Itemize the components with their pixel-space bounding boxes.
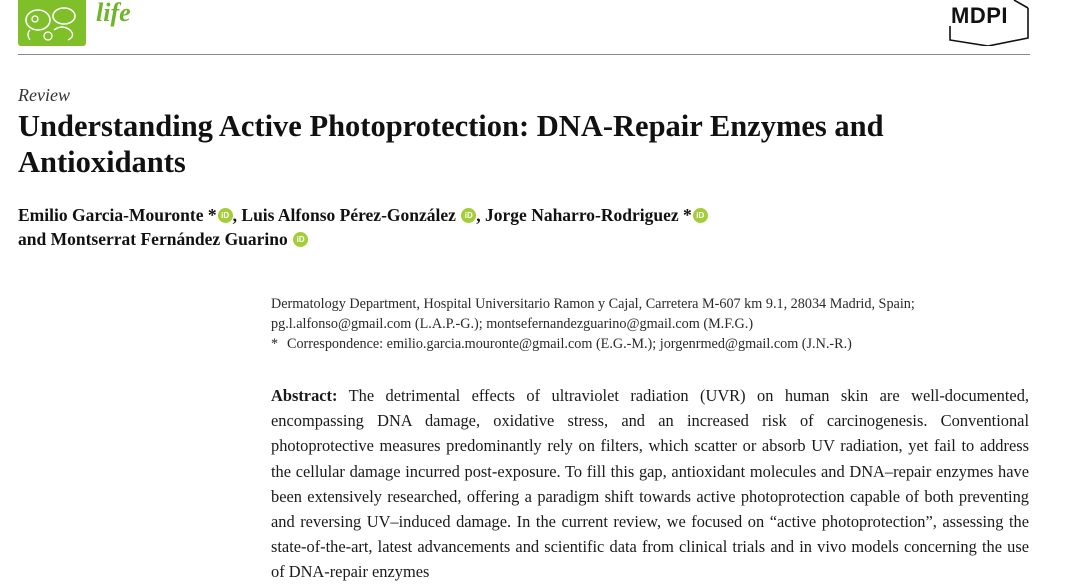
author-separator: and (18, 229, 51, 249)
abstract-text: The detrimental effects of ultraviolet radiation (UVR) on human skin are well-documented, encompassing DNA damage, oxidative stress, and an increased risk of carcinogenesis. Conventional photoprotective measures predominantly rely on filters, which scatter or absorb UV radiation, yet fail to address the cellular damage incurred post-exposure. To fill this gap, antioxidant molecules and DNA–repair enzymes have been extensively researched, offering a paradigm shift towards active photoprotection capable of both preventing and reversing UV–induced damage. In the current review, we focused on “active photoprotection”, assessing the state-of-the-art, latest advancements and scientific data from clinical trials and in vivo models concerning the use of DNA-repair enzymes (271, 386, 1029, 582)
publisher-name: MDPI (951, 3, 1008, 28)
author-separator: , (476, 205, 486, 225)
author-name[interactable]: Montserrat Fernández Guarino (50, 229, 288, 249)
orcid-icon[interactable]: iD (461, 208, 476, 223)
journal-logo (18, 0, 86, 46)
article-title: Understanding Active Photoprotection: DNA-Repair Enzymes and Antioxidants (18, 109, 884, 179)
journal-name: life (96, 0, 131, 27)
header-divider (18, 54, 1030, 55)
orcid-icon[interactable]: iD (218, 208, 233, 223)
abstract (271, 383, 1029, 585)
article-type: Review (18, 85, 70, 105)
correspondence-line (271, 334, 1041, 354)
abstract-label: Abstract: (271, 386, 338, 405)
author-separator: , (232, 205, 242, 225)
author-line-1 (18, 203, 1028, 227)
cell-icon (18, 0, 86, 46)
affiliation-block (271, 294, 1041, 354)
author-name[interactable]: Luis Alfonso Pérez-González (241, 205, 456, 225)
author-name[interactable]: Emilio Garcia-Mouronte * (18, 205, 217, 225)
correspondence-marker: * (271, 336, 279, 352)
orcid-icon[interactable]: iD (693, 208, 708, 223)
author-list (18, 203, 1028, 251)
correspondence-text: Correspondence: emilio.garcia.mouronte@gmail.com (E.G.-M.); jorgenrmed@gmail.com (J.N.-R.) (287, 336, 852, 352)
affiliation-emails: pg.l.alfonso@gmail.com (L.A.P.-G.); montsefernandezguarino@gmail.com (M.F.G.) (271, 316, 754, 332)
orcid-icon[interactable]: iD (293, 232, 308, 247)
author-line-2 (18, 227, 1028, 251)
author-name[interactable]: Jorge Naharro-Rodriguez * (485, 205, 692, 225)
affiliation-line: Dermatology Department, Hospital Universitario Ramon y Cajal, Carretera M-607 km 9.1, 28034 Madrid, Spain; (271, 296, 915, 312)
